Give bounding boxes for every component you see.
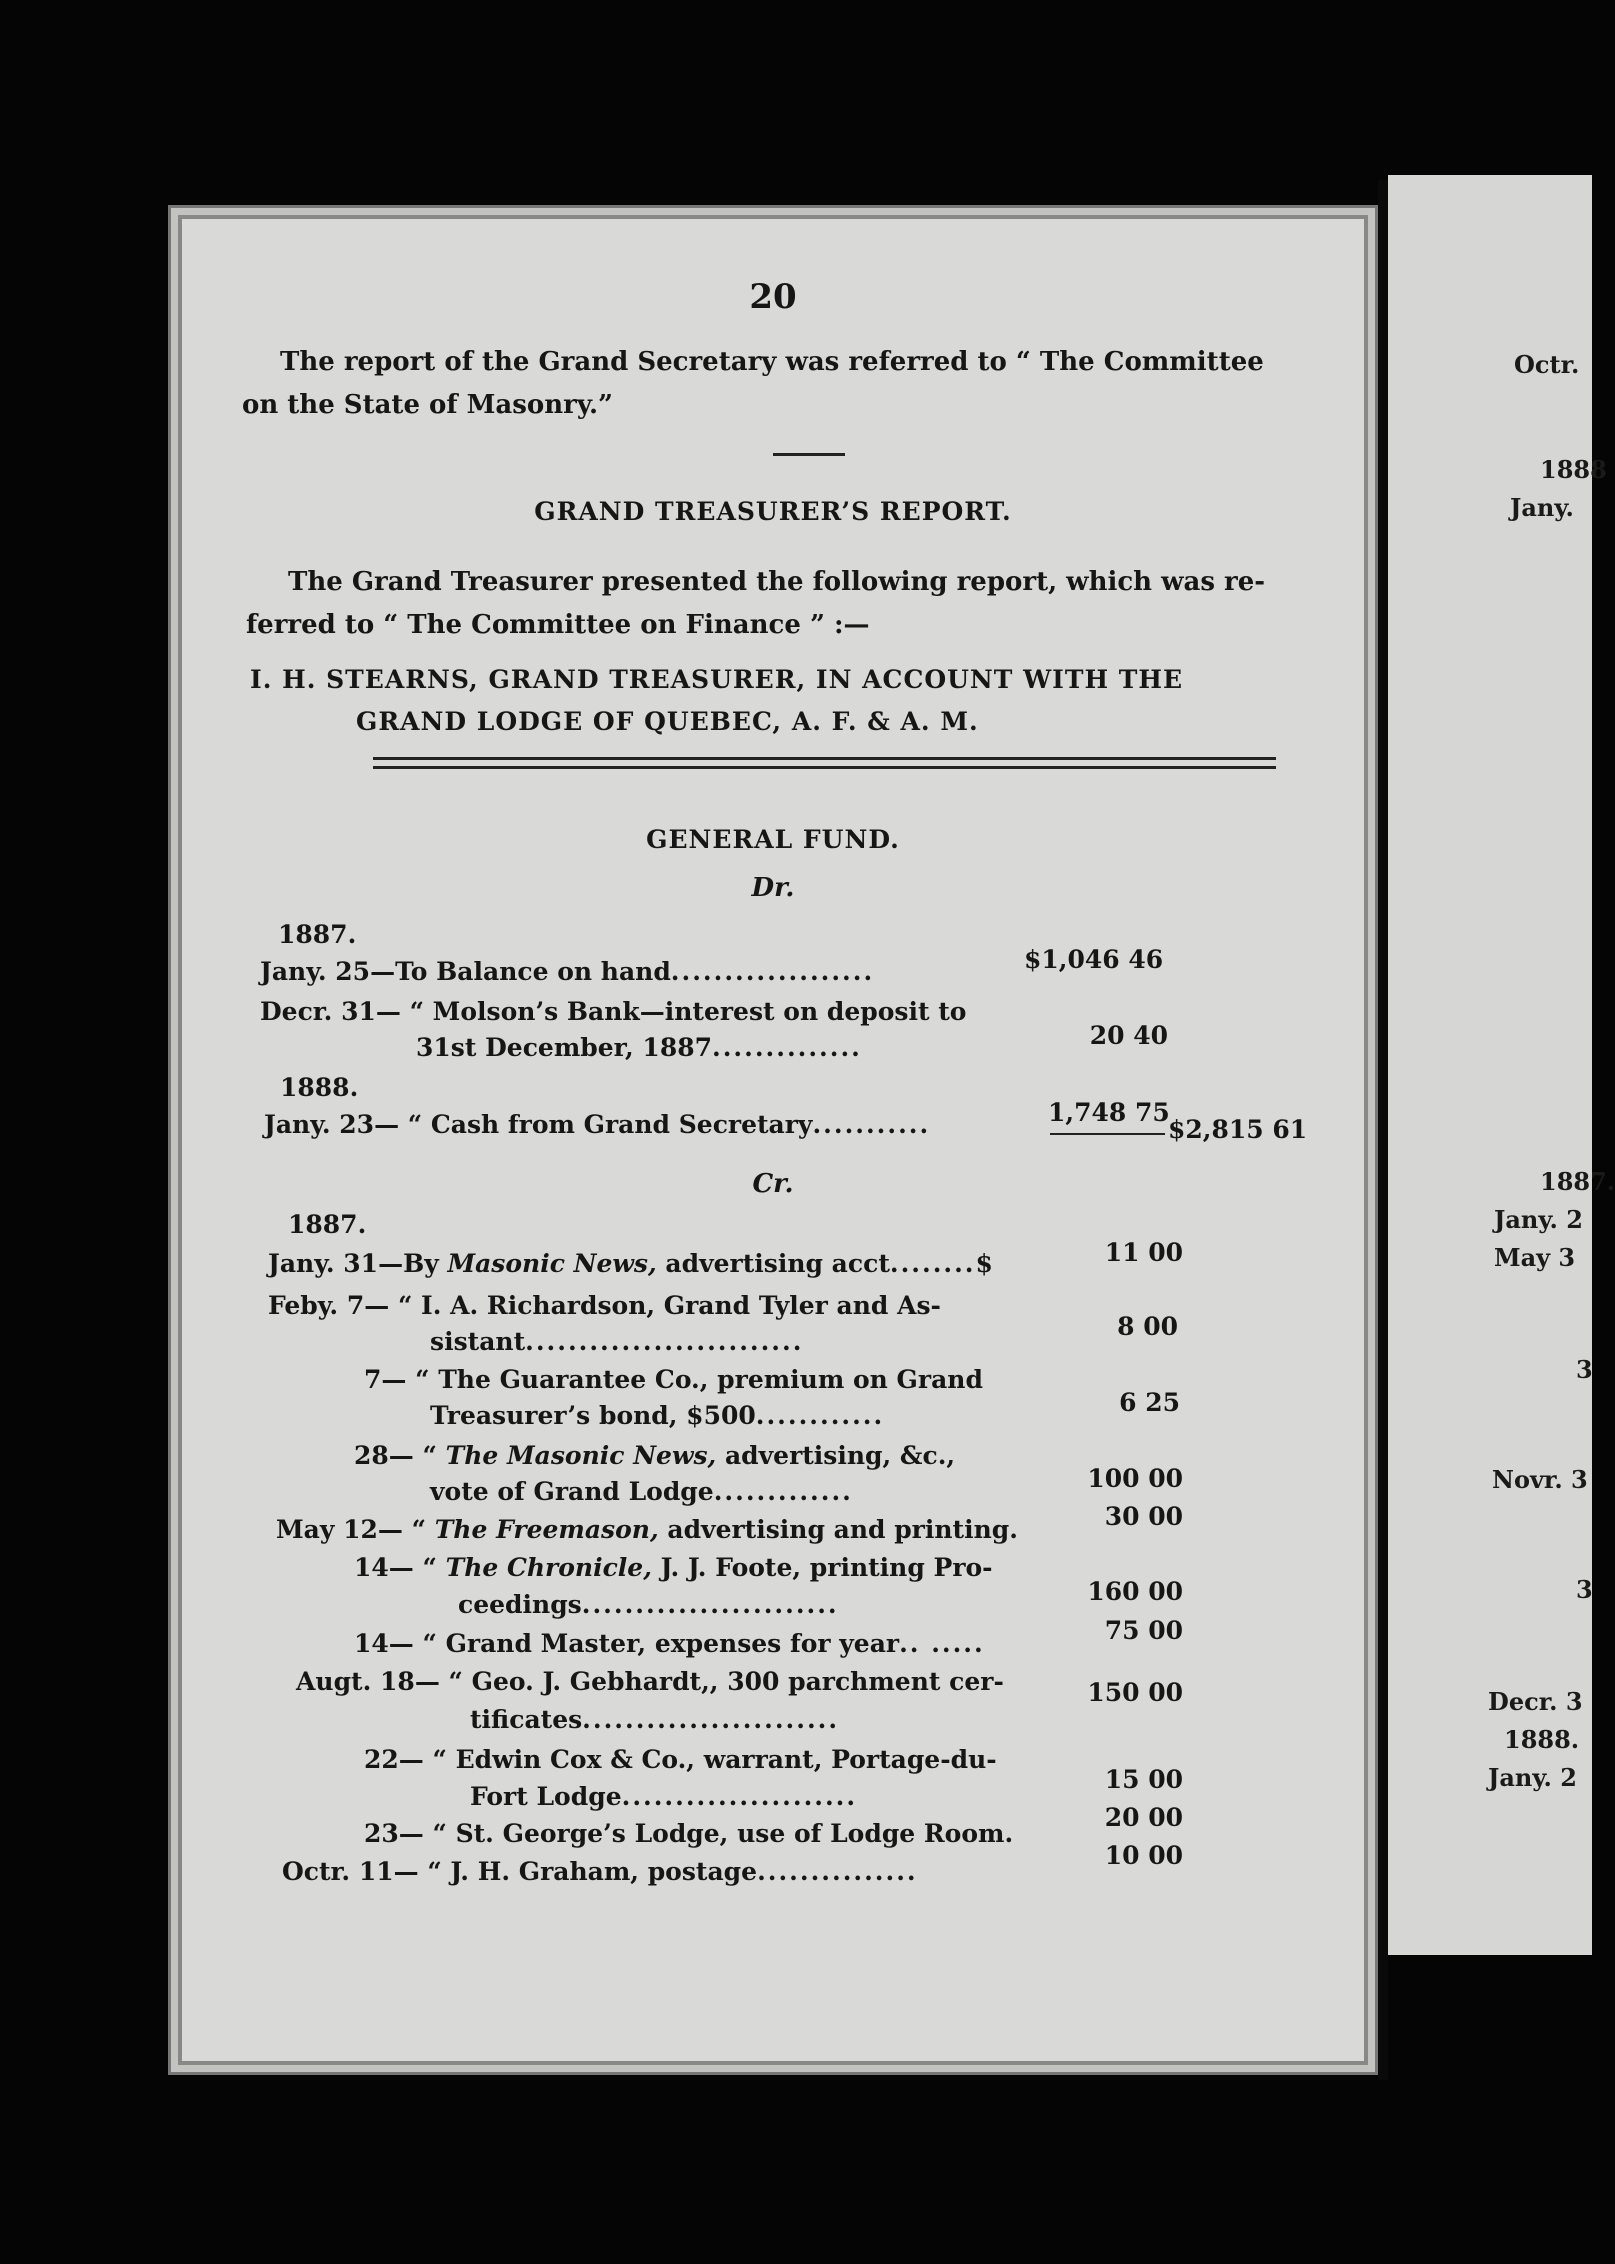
entry-date: Jany. 23 [264,1110,375,1139]
cr-amount-9: 15 00 [1104,1765,1183,1794]
section-heading: GRAND TREASURER’S REPORT. [534,497,1012,526]
entry-text: — “ [377,1515,435,1544]
entry-text: Treasurer’s bond, $500 [430,1401,756,1430]
entry-date: May 12 [276,1515,378,1544]
intro-line-2: on the State of Masonry.” [242,390,613,420]
cr-entry-1 [268,1249,995,1278]
account-title-line-2: GRAND LODGE OF QUEBEC, A. F. & A. M. [356,707,979,736]
entry-text: tificates [470,1705,583,1734]
account-title-line-1: I. H. STEARNS, GRAND TREASURER, IN ACCOUNT WITH THE [250,665,1184,694]
right-page-fragment [1388,175,1615,1955]
cr-entry-4 [354,1441,955,1470]
double-rule-top [373,757,1276,760]
cr-entry-2 [268,1291,941,1320]
leader-dots: ........................ [581,1590,839,1619]
page-number: 20 [749,277,797,317]
leader-dots: .. ..... [899,1629,985,1658]
cr-entry-3 [364,1365,983,1394]
leader-dots: ........$ [889,1249,995,1278]
entry-text: —By [378,1249,448,1278]
right-frag-1887: 1887. [1540,1167,1615,1196]
entry-date: 23 [364,1819,399,1848]
cr-entry-2-cont [430,1327,803,1356]
entry-text-post: J. J. Foote, printing Pro- [651,1553,993,1582]
cr-entry-10 [364,1819,1013,1848]
cr-amount-5: 30 00 [1104,1502,1183,1531]
entry-text: — “ Edwin Cox & Co., warrant, Portage-du- [398,1745,997,1774]
entry-date: 7 [364,1365,382,1394]
right-frag-novr: Novr. 3 [1492,1465,1588,1494]
entry-text: — “ [388,1553,446,1582]
cr-entry-3-cont [430,1401,884,1430]
cr-amount-1: 11 00 [1104,1238,1183,1267]
cr-entry-9 [364,1745,997,1774]
entry-text: — “ The Guarantee Co., premium on Grand [381,1365,983,1394]
left-page [168,205,1378,2075]
cr-amount-7: 75 00 [1104,1616,1183,1645]
right-frag-may: May 3 [1494,1243,1576,1272]
right-frag-octr: Octr. [1514,350,1580,379]
book-gutter [1378,180,1388,2080]
entry-text: — “ I. A. Richardson, Grand Tyler and As- [364,1291,941,1320]
entry-text: — “ Geo. J. Gebhardt,, 300 parchment cer- [414,1667,1004,1696]
right-frag-3a: 3 [1576,1355,1593,1384]
leader-dots: ........................ [582,1705,840,1734]
right-frag-jany-a: Jany. [1510,493,1574,522]
entry-text: ceedings [458,1590,582,1619]
right-frag-jany-c: Jany. 2 [1488,1763,1577,1792]
entry-text: vote of Grand Lodge [430,1477,714,1506]
leader-dots: .......................... [525,1327,804,1356]
cr-entry-6 [354,1553,993,1582]
dr-total: $2,815 61 [1168,1115,1308,1144]
cr-entry-9-cont [470,1782,857,1811]
cr-amount-2: 8 00 [1117,1312,1178,1341]
entry-date: Augt. 18 [296,1667,415,1696]
entry-date: Jany. 25 [260,957,371,986]
entry-date: Jany. 31 [268,1249,379,1278]
entry-italic: The Chronicle, [445,1553,652,1582]
para-line-1: The Grand Treasurer presented the following report, which was re- [288,567,1266,597]
entry-italic: Masonic News, [447,1249,657,1278]
right-frag-decr: Decr. 3 [1488,1687,1583,1716]
entry-text: sistant [430,1327,526,1356]
entry-text: — “ [388,1441,446,1470]
cr-label: Cr. [752,1169,794,1199]
dr-entry-3 [264,1110,930,1139]
dr-entry-1 [260,957,874,986]
short-rule [773,453,845,456]
cr-entry-7 [354,1629,985,1658]
right-frag-1888b: 1888. [1504,1725,1580,1754]
entry-text: — “ Grand Master, expenses for year [388,1629,900,1658]
cr-entry-5 [276,1515,1018,1544]
dr-entry-2-cont [416,1033,862,1062]
cr-amount-4: 100 00 [1087,1464,1183,1493]
entry-italic: The Masonic News, [445,1441,717,1470]
entry-date: Decr. 31 [260,997,376,1026]
entry-text: Fort Lodge [470,1782,622,1811]
entry-text: — “ Molson’s Bank—interest on deposit to [375,997,967,1026]
entry-text: — “ St. George’s Lodge, use of Lodge Room. [398,1819,1014,1848]
leader-dots: ........... [812,1110,931,1139]
cr-amount-3: 6 25 [1119,1388,1180,1417]
para-line-2: ferred to “ The Committee on Finance ” :— [246,610,870,640]
entry-text-post: advertising and printing. [658,1515,1018,1544]
dr-year-1888: 1888. [280,1073,359,1102]
cr-entry-8-cont [470,1705,839,1734]
entry-date: 14 [354,1553,389,1582]
entry-text: 31st December, 1887 [416,1033,713,1062]
leader-dots: ............... [757,1857,918,1886]
cr-amount-11: 10 00 [1104,1841,1183,1870]
dr-amount-1: $1,046 46 [1024,945,1164,974]
leader-dots: ............ [755,1401,885,1430]
cr-entry-11 [282,1857,918,1886]
entry-date: 14 [354,1629,389,1658]
entry-text: —To Balance on hand [370,957,671,986]
entry-text-post: advertising acct [656,1249,890,1278]
entry-text: — “ Cash from Grand Secretary [374,1110,813,1139]
dr-amount-3: 1,748 75 [1048,1098,1170,1127]
right-frag-3b: 3 [1576,1575,1593,1604]
leader-dots: .............. [712,1033,862,1062]
leader-dots: ...................... [621,1782,858,1811]
cr-amount-8: 150 00 [1087,1678,1183,1707]
cr-entry-8 [296,1667,1004,1696]
dr-entry-2 [260,997,966,1026]
right-frag-jany-b: Jany. 2 [1494,1205,1583,1234]
dr-year-1887: 1887. [278,920,357,949]
entry-date: Octr. 11 [282,1857,394,1886]
leader-dots: ................... [670,957,875,986]
entry-text: — “ J. H. Graham, postage [393,1857,758,1886]
cr-entry-6-cont [458,1590,839,1619]
entry-date: 28 [354,1441,389,1470]
dr-label: Dr. [751,873,795,903]
cr-entry-4-cont [430,1477,853,1506]
fund-heading: GENERAL FUND. [646,825,900,854]
entry-date: 22 [364,1745,399,1774]
right-frag-1888a: 1888 [1540,455,1607,484]
entry-date: Feby. 7 [268,1291,365,1320]
entry-text-post: advertising, &c., [716,1441,956,1470]
sum-line [1050,1133,1165,1135]
cr-amount-6: 160 00 [1087,1577,1183,1606]
cr-amount-10: 20 00 [1104,1803,1183,1832]
leader-dots: ............. [713,1477,853,1506]
intro-line-1: The report of the Grand Secretary was referred to “ The Committee [280,347,1264,377]
double-rule-bottom [373,766,1276,769]
cr-year-1887: 1887. [288,1210,367,1239]
dr-amount-2: 20 40 [1089,1021,1168,1050]
entry-italic: The Freemason, [434,1515,659,1544]
